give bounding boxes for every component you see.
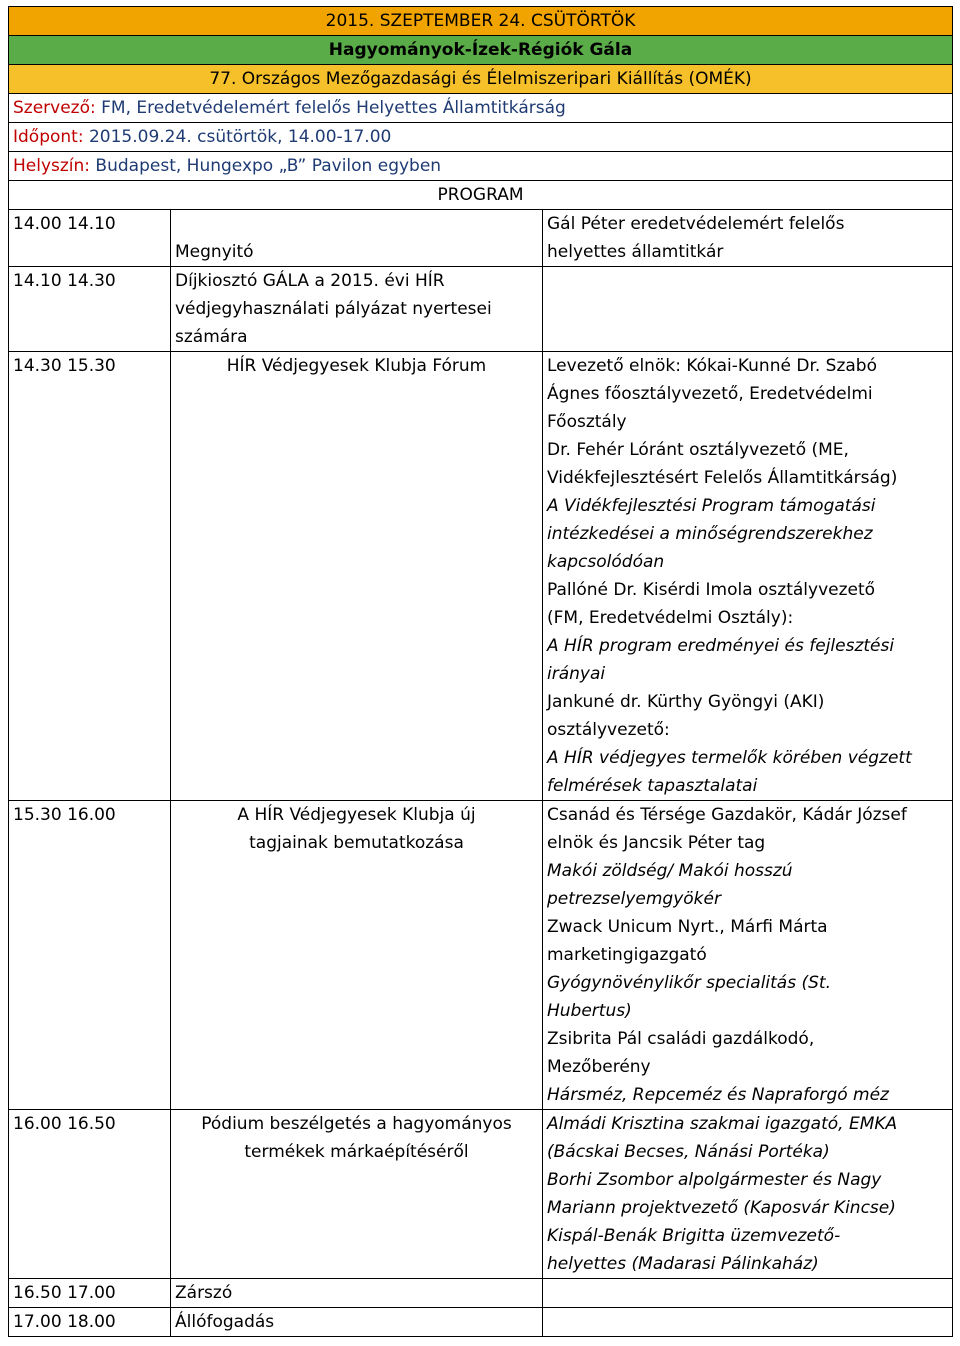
event-line: Díjkiosztó GÁLA a 2015. évi HÍR [175,271,445,291]
topic-line: A HÍR program eredményei és fejlesztési [547,636,895,656]
row-event: Állófogadás [171,1308,543,1337]
event-line: számára [175,327,248,347]
speaker-line: osztályvezető: [547,720,670,740]
row-event [171,267,543,352]
organizer-label: Szervező: [13,98,96,118]
event-date: 2015. SZEPTEMBER 24. CSÜTÖRTÖK [9,7,953,36]
speaker-line: (Bácskai Becses, Nánási Portéka) [547,1142,830,1162]
program-row [9,1308,953,1337]
row-speakers [543,1110,953,1279]
event-line: A HÍR Védjegyesek Klubja új [237,805,476,825]
speaker-line: Pallóné Dr. Kisérdi Imola osztályvezető [547,580,876,600]
row-time: 15.30 16.00 [9,801,171,1110]
row-event [171,801,543,1110]
speaker-line: Zwack Unicum Nyrt., Márfi Márta [547,917,828,937]
program-row [9,210,953,267]
speaker-line: Gál Péter eredetvédelemért felelős [547,214,845,234]
topic-line: A Vidékfejlesztési Program támogatási [547,496,876,516]
topic-line: irányai [547,664,606,684]
row-event [171,352,543,801]
place-label: Helyszín: [13,156,91,176]
row-time: 14.10 14.30 [9,267,171,352]
program-table [8,6,953,1337]
row-event [171,1110,543,1279]
speaker-line: Mezőberény [547,1057,651,1077]
topic-line: Hársméz, Repceméz és Napraforgó méz [547,1085,889,1105]
row-speakers [543,1279,953,1308]
place-value: Budapest, Hungexpo „B” Pavilon egyben [90,156,442,176]
row-speakers [543,210,953,267]
program-sheet [8,6,952,1337]
topic-line: Gyógynövénylikőr specialitás (St. [547,973,831,993]
speaker-line: Levezető elnök: Kókai-Kunné Dr. Szabó [547,356,877,376]
topic-line: Hubertus) [547,1001,632,1021]
speaker-line: Ágnes főosztályvezető, Eredetvédelmi [547,384,873,404]
time-label: Időpont: [13,127,84,147]
event-line: Pódium beszélgetés a hagyományos [201,1114,512,1134]
event-line: termékek márkaépítéséről [244,1142,469,1162]
row-speakers [543,267,953,352]
speaker-line: helyettes államtitkár [547,242,724,262]
speaker-line: Jankuné dr. Kürthy Gyöngyi (AKI) [547,692,825,712]
topic-line: petrezselyemgyökér [547,889,721,909]
event-line: tagjainak bemutatkozása [249,833,464,853]
topic-line: felmérések tapasztalatai [547,776,758,796]
speaker-line: Főosztály [547,412,627,432]
speaker-line: Csanád és Térsége Gazdakör, Kádár József [547,805,907,825]
program-row [9,801,953,1110]
speaker-line: Zsibrita Pál családi gazdálkodó, [547,1029,815,1049]
speaker-line: marketingigazgató [547,945,707,965]
topic-line: kapcsolódóan [547,552,665,572]
row-speakers [543,1308,953,1337]
time-value: 2015.09.24. csütörtök, 14.00-17.00 [83,127,392,147]
row-time: 16.50 17.00 [9,1279,171,1308]
speaker-line: (FM, Eredetvédelmi Osztály): [547,608,794,628]
program-row [9,267,953,352]
organizer-value: FM, Eredetvédelemért felelős Helyettes Államtitkárság [95,98,566,118]
topic-line: intézkedései a minőségrendszerekhez [547,524,873,544]
row-event: Zárszó [171,1279,543,1308]
expo-title: 77. Országos Mezőgazdasági és Élelmiszeripari Kiállítás (OMÉK) [9,65,953,94]
gala-title: Hagyományok-Ízek-Régiók Gála [9,36,953,65]
row-time: 16.00 16.50 [9,1110,171,1279]
speaker-line: Almádi Krisztina szakmai igazgató, EMKA [547,1114,898,1134]
speaker-line: Borhi Zsombor alpolgármester és Nagy [547,1170,882,1190]
speaker-line: Vidékfejlesztésért Felelős Államtitkárság) [547,468,898,488]
event-text: Megnyitó [175,242,254,262]
program-heading: PROGRAM [9,181,953,210]
speaker-line: Kispál-Benák Brigitta üzemvezető- [547,1226,841,1246]
program-row [9,1279,953,1308]
row-event [171,210,543,267]
speaker-line: helyettes (Madarasi Pálinkaház) [547,1254,819,1274]
event-text: HÍR Védjegyesek Klubja Fórum [226,356,487,376]
program-row [9,1110,953,1279]
row-speakers [543,352,953,801]
row-time: 14.30 15.30 [9,352,171,801]
place-row [9,152,953,181]
organizer-row [9,94,953,123]
topic-line: A HÍR védjegyes termelők körében végzett [547,748,912,768]
time-row [9,123,953,152]
speaker-line: elnök és Jancsik Péter tag [547,833,766,853]
topic-line: Makói zöldség/ Makói hosszú [547,861,793,881]
program-row [9,352,953,801]
speaker-line: Dr. Fehér Lóránt osztályvezető (ME, [547,440,849,460]
row-speakers [543,801,953,1110]
row-time: 17.00 18.00 [9,1308,171,1337]
speaker-line: Mariann projektvezető (Kaposvár Kincse) [547,1198,896,1218]
event-line: védjegyhasználati pályázat nyertesei [175,299,492,319]
row-time: 14.00 14.10 [9,210,171,267]
